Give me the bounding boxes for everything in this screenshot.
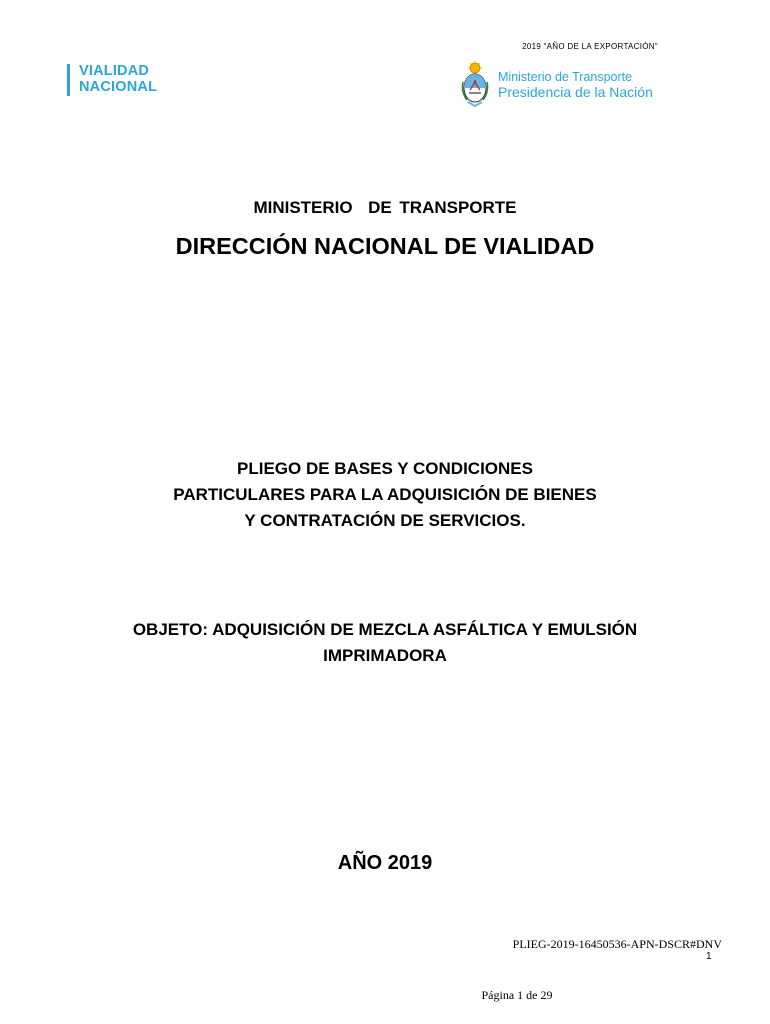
ministry-logo-line2: Presidencia de la Nación [498, 84, 653, 100]
objeto-title [0, 617, 770, 669]
pliego-line: PLIEGO DE BASES Y CONDICIONES [237, 459, 533, 478]
vialidad-logo-text [79, 63, 157, 95]
ministerio-transporte-logo [459, 60, 689, 108]
year-note: 2019 “AÑO DE LA EXPORTACIÓN” [522, 42, 658, 51]
page-label: Página 1 de 29 [481, 988, 553, 1002]
pliego-line: PARTICULARES PARA LA ADQUISICIÓN DE BIENES [173, 485, 597, 504]
objeto-line: IMPRIMADORA [323, 646, 447, 665]
logo-bar [67, 64, 70, 96]
document-year: AÑO 2019 [337, 852, 433, 874]
document-reference: PLIEG-2019-16450536-APN-DSCR#DNV [512, 937, 722, 951]
ministry-logo-line1: Ministerio de Transporte [498, 70, 633, 84]
pliego-line: Y CONTRATACIÓN DE SERVICIOS. [244, 511, 526, 530]
vialidad-logo-line1: VIALIDAD [79, 63, 150, 79]
page-number: 1 [706, 951, 712, 962]
vialidad-logo-line2: NACIONAL [79, 79, 158, 95]
objeto-line: OBJETO: ADQUISICIÓN DE MEZCLA ASFÁLTICA Y EMULSIÓN [132, 620, 638, 639]
pliego-title [0, 456, 770, 534]
coat-of-arms-icon [459, 60, 491, 108]
ministry-logo-text [498, 70, 653, 100]
heading-ministerio: MINISTERIO DE TRANSPORTE [253, 198, 517, 217]
heading-direccion: DIRECCIÓN NACIONAL DE VIALIDAD [175, 233, 595, 259]
